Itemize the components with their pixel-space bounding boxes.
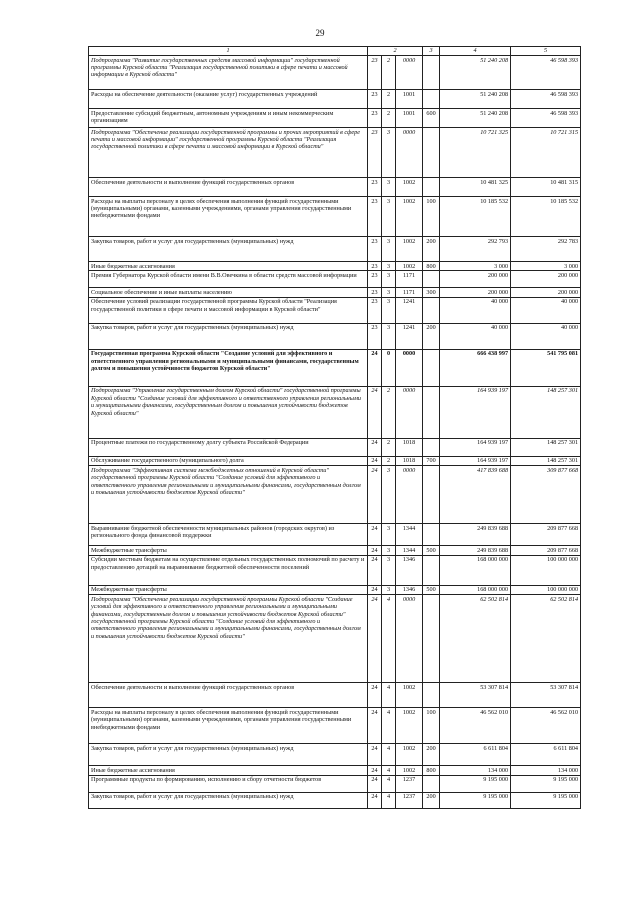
row-name-cell: Обслуживание государственного (муниципального) долга [89, 456, 368, 465]
row-code-program: 23 [368, 56, 382, 90]
row-code-program: 23 [368, 262, 382, 271]
row-name-cell: Государственная программа Курской области "Создание условий для эффективного и ответственного управления региональными и муниципальными финансами, государственным долгом и повышения устойчивости бюджетов Курской области" [89, 349, 368, 386]
row-amount-second-year: 10 185 532 [511, 197, 581, 237]
table-row [89, 323, 581, 349]
row-code-subprogram: 2 [382, 56, 396, 90]
row-code-program: 23 [368, 237, 382, 262]
row-expense-type: 100 [423, 197, 440, 237]
column-header: 2 [368, 47, 423, 56]
row-code-direction: 0000 [396, 466, 423, 524]
table-row [89, 197, 581, 237]
row-code-subprogram: 3 [382, 297, 396, 323]
row-code-direction: 0000 [396, 349, 423, 386]
row-name-cell: Иные бюджетные ассигнования [89, 766, 368, 775]
row-code-subprogram: 2 [382, 438, 396, 456]
row-amount-first-year: 134 000 [440, 766, 511, 775]
row-code-subprogram: 3 [382, 323, 396, 349]
row-expense-type [423, 524, 440, 546]
row-expense-type [423, 90, 440, 109]
row-expense-type [423, 178, 440, 197]
row-amount-second-year: 209 877 668 [511, 524, 581, 546]
page-number: 29 [315, 28, 325, 38]
row-code-subprogram: 2 [382, 90, 396, 109]
row-code-program: 23 [368, 297, 382, 323]
row-code-subprogram: 2 [382, 456, 396, 465]
row-name-cell: Обеспечение условий реализации государственной программы Курской области "Реализация государственной политики в сфере печати и массовой информации в Курской области" [89, 297, 368, 323]
row-code-subprogram: 3 [382, 271, 396, 288]
row-code-program: 23 [368, 271, 382, 288]
row-code-direction: 1171 [396, 288, 423, 297]
row-amount-second-year: 148 257 301 [511, 386, 581, 438]
row-code-direction: 1018 [396, 438, 423, 456]
row-name-cell: Социальное обеспечение и иные выплаты населению [89, 288, 368, 297]
row-amount-first-year: 249 839 688 [440, 524, 511, 546]
row-amount-first-year: 6 611 804 [440, 744, 511, 766]
row-code-program: 23 [368, 90, 382, 109]
row-amount-second-year: 6 611 804 [511, 744, 581, 766]
row-code-subprogram: 3 [382, 524, 396, 546]
row-code-direction: 1018 [396, 456, 423, 465]
row-name-cell: Иные бюджетные ассигнования [89, 262, 368, 271]
table-body [89, 56, 581, 809]
row-code-direction: 0000 [396, 595, 423, 683]
row-code-direction: 1171 [396, 271, 423, 288]
row-amount-first-year: 3 000 [440, 262, 511, 271]
row-code-subprogram: 4 [382, 766, 396, 775]
row-amount-first-year: 51 240 208 [440, 109, 511, 128]
row-code-direction: 1002 [396, 683, 423, 708]
row-name-cell: Расходы на обеспечение деятельности (оказание услуг) государственных учреждений [89, 90, 368, 109]
row-code-program: 24 [368, 792, 382, 808]
row-expense-type: 500 [423, 585, 440, 594]
row-code-subprogram: 4 [382, 683, 396, 708]
row-amount-second-year: 100 000 000 [511, 555, 581, 585]
row-code-direction: 1001 [396, 90, 423, 109]
table-row [89, 775, 581, 792]
row-code-subprogram: 3 [382, 128, 396, 178]
row-name-cell: Закупка товаров, работ и услуг для государственных (муниципальных) нужд [89, 792, 368, 808]
row-code-direction: 0000 [396, 386, 423, 438]
table-row [89, 683, 581, 708]
row-code-direction: 1346 [396, 555, 423, 585]
row-expense-type [423, 683, 440, 708]
row-expense-type: 800 [423, 262, 440, 271]
row-name-cell: Выравнивание бюджетной обеспеченности муниципальных районов (городских округов) из регионального фонда финансовой поддержки [89, 524, 368, 546]
row-code-direction: 1002 [396, 766, 423, 775]
row-code-subprogram: 3 [382, 466, 396, 524]
row-code-subprogram: 3 [382, 555, 396, 585]
row-amount-second-year: 9 195 000 [511, 792, 581, 808]
row-code-subprogram: 3 [382, 288, 396, 297]
row-code-program: 23 [368, 109, 382, 128]
table-row [89, 585, 581, 594]
row-code-direction: 1002 [396, 237, 423, 262]
table-row [89, 555, 581, 585]
table-row [89, 386, 581, 438]
row-name-cell: Закупка товаров, работ и услуг для государственных (муниципальных) нужд [89, 744, 368, 766]
row-code-program: 24 [368, 438, 382, 456]
table-row [89, 237, 581, 262]
table-row [89, 128, 581, 178]
row-amount-second-year: 100 000 000 [511, 585, 581, 594]
row-amount-second-year: 148 257 301 [511, 456, 581, 465]
row-expense-type [423, 555, 440, 585]
table-row [89, 466, 581, 524]
row-code-program: 24 [368, 466, 382, 524]
row-amount-first-year: 10 481 325 [440, 178, 511, 197]
row-amount-first-year: 168 000 000 [440, 555, 511, 585]
table-row [89, 708, 581, 744]
row-amount-first-year: 417 839 688 [440, 466, 511, 524]
row-expense-type [423, 386, 440, 438]
table-row [89, 546, 581, 555]
row-code-subprogram: 3 [382, 178, 396, 197]
row-code-direction: 1344 [396, 524, 423, 546]
row-amount-second-year: 200 000 [511, 271, 581, 288]
row-amount-first-year: 168 000 000 [440, 585, 511, 594]
row-amount-second-year: 309 877 668 [511, 466, 581, 524]
row-code-program: 24 [368, 386, 382, 438]
row-amount-second-year: 148 257 301 [511, 438, 581, 456]
row-amount-second-year: 10 721 315 [511, 128, 581, 178]
row-code-direction: 1346 [396, 585, 423, 594]
table-row [89, 595, 581, 683]
row-amount-first-year: 666 438 997 [440, 349, 511, 386]
row-name-cell: Межбюджетные трансферты [89, 546, 368, 555]
row-code-direction: 1001 [396, 109, 423, 128]
row-expense-type: 700 [423, 456, 440, 465]
row-code-subprogram: 3 [382, 262, 396, 271]
row-name-cell: Процентные платежи по государственному долгу субъекта Российской Федерации [89, 438, 368, 456]
row-amount-first-year: 164 939 197 [440, 456, 511, 465]
row-expense-type: 800 [423, 766, 440, 775]
row-code-program: 23 [368, 288, 382, 297]
table-row [89, 792, 581, 808]
row-name-cell: Расходы на выплаты персоналу в целях обеспечения выполнения функций государственными (муниципальными) органами, казенными учреждениями, органами управления государственными внебюджетными фондами [89, 708, 368, 744]
row-code-subprogram: 3 [382, 237, 396, 262]
row-code-direction: 1002 [396, 178, 423, 197]
row-name-cell: Подпрограмма "Развитие государственных средств массовой информации" государственной программы Курской области "Реализация государственной политики в сфере печати и массовой информации в Курской области" [89, 56, 368, 90]
row-expense-type: 200 [423, 237, 440, 262]
row-amount-second-year: 46 598 393 [511, 56, 581, 90]
row-code-direction: 1002 [396, 708, 423, 744]
row-code-program: 23 [368, 178, 382, 197]
row-amount-first-year: 40 000 [440, 323, 511, 349]
table-row [89, 90, 581, 109]
row-code-direction: 1241 [396, 297, 423, 323]
row-amount-second-year: 134 000 [511, 766, 581, 775]
row-expense-type [423, 466, 440, 524]
row-code-program: 24 [368, 775, 382, 792]
row-code-subprogram: 0 [382, 349, 396, 386]
row-amount-first-year: 9 195 000 [440, 775, 511, 792]
row-code-program: 24 [368, 546, 382, 555]
row-name-cell: Подпрограмма "Обеспечение реализации государственной программы Курской области "Создание условий для эффективного и ответственного управления региональными и муниципальными финансами, государственным долгом и повышения устойчивости бюджетов Курской области" государственной программы Курской области "Создание условий для эффективного и ответственного управления региональными и муниципальными финансами, государственным долгом и повышения устойчивости бюджетов Курской области" [89, 595, 368, 683]
column-header: 5 [511, 47, 581, 56]
row-name-cell: Подпрограмма "Эффективная система межбюджетных отношений в Курской области" государственной программы Курской области "Создание условий для эффективного и ответственного управления региональными и муниципальными финансами, государственным долгом и повышения устойчивости бюджетов Курской области" [89, 466, 368, 524]
table-row [89, 109, 581, 128]
row-name-cell: Субсидии местным бюджетам на осуществление отдельных государственных полномочий по расчету и предоставлению дотаций на выравнивание бюджетной обеспеченности поселений [89, 555, 368, 585]
row-expense-type [423, 438, 440, 456]
row-code-direction: 1002 [396, 744, 423, 766]
row-name-cell: Программные продукты по формированию, исполнению и сбору отчетности бюджетов [89, 775, 368, 792]
row-code-direction: 1237 [396, 792, 423, 808]
row-code-direction: 1002 [396, 262, 423, 271]
row-amount-first-year: 164 939 197 [440, 386, 511, 438]
row-code-program: 23 [368, 128, 382, 178]
table-row [89, 766, 581, 775]
row-amount-second-year: 46 598 393 [511, 109, 581, 128]
row-code-program: 24 [368, 595, 382, 683]
row-name-cell: Премия Губернатора Курской области имени В.В.Овечкина в области средств массовой информации [89, 271, 368, 288]
row-amount-second-year: 53 307 814 [511, 683, 581, 708]
row-expense-type: 500 [423, 546, 440, 555]
table-row [89, 297, 581, 323]
table-row [89, 524, 581, 546]
row-code-program: 24 [368, 555, 382, 585]
row-code-subprogram: 4 [382, 708, 396, 744]
row-amount-second-year: 46 562 010 [511, 708, 581, 744]
row-code-program: 24 [368, 766, 382, 775]
row-amount-first-year: 292 793 [440, 237, 511, 262]
column-header: 1 [89, 47, 368, 56]
row-amount-second-year: 209 877 668 [511, 546, 581, 555]
row-amount-first-year: 53 307 814 [440, 683, 511, 708]
row-expense-type [423, 56, 440, 90]
row-amount-first-year: 164 939 197 [440, 438, 511, 456]
row-code-subprogram: 4 [382, 595, 396, 683]
row-expense-type [423, 349, 440, 386]
row-amount-second-year: 10 481 315 [511, 178, 581, 197]
row-name-cell: Обеспечение деятельности и выполнение функций государственных органов [89, 178, 368, 197]
budget-table [88, 46, 581, 809]
row-amount-first-year: 51 240 208 [440, 56, 511, 90]
table-header-row [89, 47, 581, 56]
row-name-cell: Подпрограмма "Управление государственным долгом Курской области" государственной программы Курской области "Создание условий для эффективного и ответственного управления региональными и муниципальными финансами, государственным долгом и повышения устойчивости бюджетов Курской области" [89, 386, 368, 438]
row-code-subprogram: 3 [382, 585, 396, 594]
table-row [89, 262, 581, 271]
row-code-program: 24 [368, 744, 382, 766]
table-row [89, 178, 581, 197]
row-code-subprogram: 3 [382, 546, 396, 555]
row-expense-type [423, 128, 440, 178]
row-amount-first-year: 200 000 [440, 271, 511, 288]
row-expense-type: 200 [423, 323, 440, 349]
row-name-cell: Подпрограмма "Обеспечение реализации государственной программы и прочих мероприятий в сфере печати и массовой информации" государственной программы Курской области "Реализация государственной политики в сфере печати и массовой информации в Курской области" [89, 128, 368, 178]
row-code-program: 24 [368, 349, 382, 386]
row-amount-first-year: 9 195 000 [440, 792, 511, 808]
row-code-program: 24 [368, 456, 382, 465]
row-expense-type [423, 297, 440, 323]
row-code-program: 24 [368, 524, 382, 546]
row-amount-second-year: 541 795 081 [511, 349, 581, 386]
row-code-subprogram: 2 [382, 386, 396, 438]
table-row [89, 456, 581, 465]
table-row [89, 744, 581, 766]
row-expense-type: 300 [423, 288, 440, 297]
row-amount-second-year: 62 502 814 [511, 595, 581, 683]
row-expense-type: 200 [423, 744, 440, 766]
row-code-subprogram: 4 [382, 792, 396, 808]
row-code-program: 23 [368, 197, 382, 237]
row-amount-second-year: 3 000 [511, 262, 581, 271]
row-name-cell: Предоставление субсидий бюджетным, автономным учреждениям и иным некоммерческим организациям [89, 109, 368, 128]
row-code-direction: 1344 [396, 546, 423, 555]
row-amount-second-year: 9 195 000 [511, 775, 581, 792]
row-code-program: 24 [368, 708, 382, 744]
row-code-program: 23 [368, 323, 382, 349]
row-code-subprogram: 2 [382, 109, 396, 128]
row-amount-second-year: 292 783 [511, 237, 581, 262]
row-amount-second-year: 40 000 [511, 297, 581, 323]
row-code-direction: 0000 [396, 56, 423, 90]
row-name-cell: Закупка товаров, работ и услуг для государственных (муниципальных) нужд [89, 237, 368, 262]
row-amount-first-year: 249 839 688 [440, 546, 511, 555]
row-amount-first-year: 200 000 [440, 288, 511, 297]
row-amount-second-year: 40 000 [511, 323, 581, 349]
table-row [89, 56, 581, 90]
row-name-cell: Межбюджетные трансферты [89, 585, 368, 594]
row-amount-second-year: 200 000 [511, 288, 581, 297]
row-expense-type: 200 [423, 792, 440, 808]
row-name-cell: Закупка товаров, работ и услуг для государственных (муниципальных) нужд [89, 323, 368, 349]
row-code-direction: 1237 [396, 775, 423, 792]
row-amount-first-year: 40 000 [440, 297, 511, 323]
table-row [89, 271, 581, 288]
row-code-program: 24 [368, 585, 382, 594]
row-name-cell: Обеспечение деятельности и выполнение функций государственных органов [89, 683, 368, 708]
column-header: 3 [423, 47, 440, 56]
row-code-direction: 1241 [396, 323, 423, 349]
row-code-direction: 0000 [396, 128, 423, 178]
row-expense-type [423, 271, 440, 288]
table-row [89, 349, 581, 386]
row-code-subprogram: 4 [382, 744, 396, 766]
table-row [89, 288, 581, 297]
row-amount-first-year: 10 721 325 [440, 128, 511, 178]
row-code-subprogram: 3 [382, 197, 396, 237]
row-code-subprogram: 4 [382, 775, 396, 792]
row-amount-first-year: 51 240 208 [440, 90, 511, 109]
row-expense-type: 100 [423, 708, 440, 744]
row-code-program: 24 [368, 683, 382, 708]
row-expense-type [423, 775, 440, 792]
row-amount-first-year: 62 502 814 [440, 595, 511, 683]
column-header: 4 [440, 47, 511, 56]
row-expense-type: 600 [423, 109, 440, 128]
row-name-cell: Расходы на выплаты персоналу в целях обеспечения выполнения функций государственными (муниципальными) органами, казенными учреждениями, органами управления государственными внебюджетными фондами [89, 197, 368, 237]
table-row [89, 438, 581, 456]
row-amount-first-year: 46 562 010 [440, 708, 511, 744]
row-expense-type [423, 595, 440, 683]
row-amount-second-year: 46 598 393 [511, 90, 581, 109]
row-amount-first-year: 10 185 532 [440, 197, 511, 237]
row-code-direction: 1002 [396, 197, 423, 237]
